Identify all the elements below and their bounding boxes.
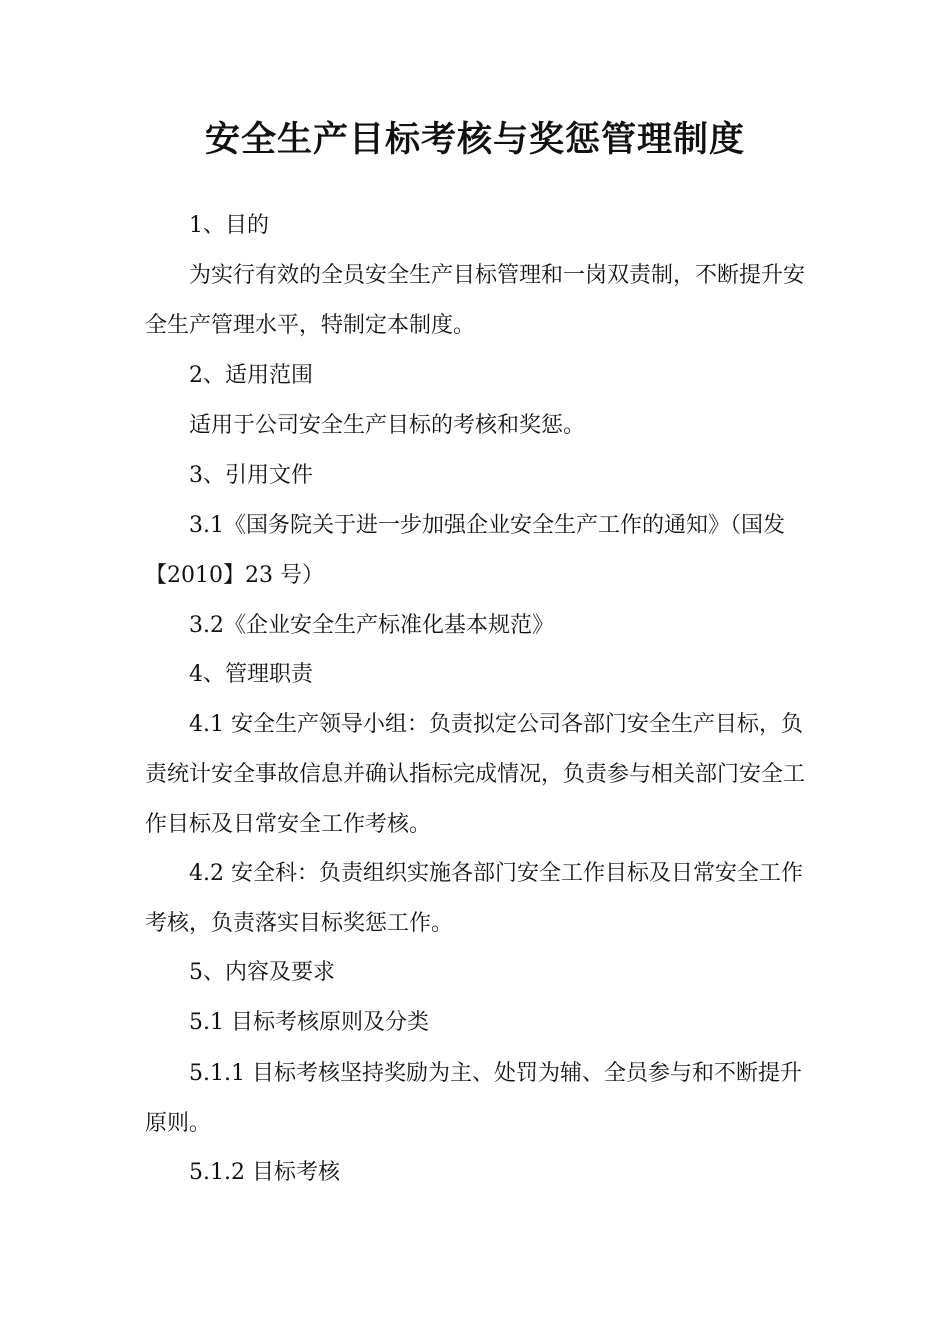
section-5-heading: 5、内容及要求	[189, 960, 335, 985]
section-4-1-line-2: 责统计安全事故信息并确认指标完成情况，负责参与相关部门安全工	[145, 762, 806, 787]
section-4-2-line-1: 4.2 安全科：负责组织实施各部门安全工作目标及日常安全工作	[189, 861, 803, 886]
section-5-1: 5.1 目标考核原则及分类	[189, 1010, 429, 1035]
section-3-1-line-2: 【2010】23 号）	[145, 563, 324, 588]
section-1-text	[145, 251, 807, 351]
section-4-2	[145, 849, 807, 949]
section-5-1-2: 5.1.2 目标考核	[189, 1160, 340, 1185]
section-4-1-line-3: 作目标及日常安全工作考核。	[145, 812, 432, 837]
section-4-2-line-2: 考核，负责落实目标奖惩工作。	[145, 911, 454, 936]
section-4-1-line-1: 4.1 安全生产领导小组：负责拟定公司各部门安全生产目标，负	[189, 712, 803, 737]
document-title: 安全生产目标考核与奖惩管理制度	[204, 119, 745, 160]
section-3-1-line-1: 3.1《国务院关于进一步加强企业安全生产工作的通知》（国发	[189, 513, 785, 538]
section-2-text: 适用于公司安全生产目标的考核和奖惩。	[189, 413, 586, 438]
section-5-1-1	[145, 1049, 807, 1149]
section-3-2: 3.2《企业安全生产标准化基本规范》	[189, 613, 554, 638]
section-4-1	[145, 700, 807, 850]
section-2-heading: 2、适用范围	[189, 363, 313, 388]
section-3-1	[145, 501, 807, 601]
section-4-heading: 4、管理职责	[189, 662, 313, 687]
section-5-1-1-line-1: 5.1.1 目标考核坚持奖励为主、处罚为辅、全员参与和不断提升	[189, 1061, 802, 1086]
section-1-heading: 1、目的	[189, 213, 269, 238]
section-5-1-1-line-2: 原则。	[145, 1111, 212, 1136]
section-3-heading: 3、引用文件	[189, 463, 313, 488]
section-1-text-line-1: 为实行有效的全员安全生产目标管理和一岗双责制，不断提升安	[189, 263, 806, 288]
section-1-text-line-2: 全生产管理水平，特制定本制度。	[145, 313, 476, 338]
